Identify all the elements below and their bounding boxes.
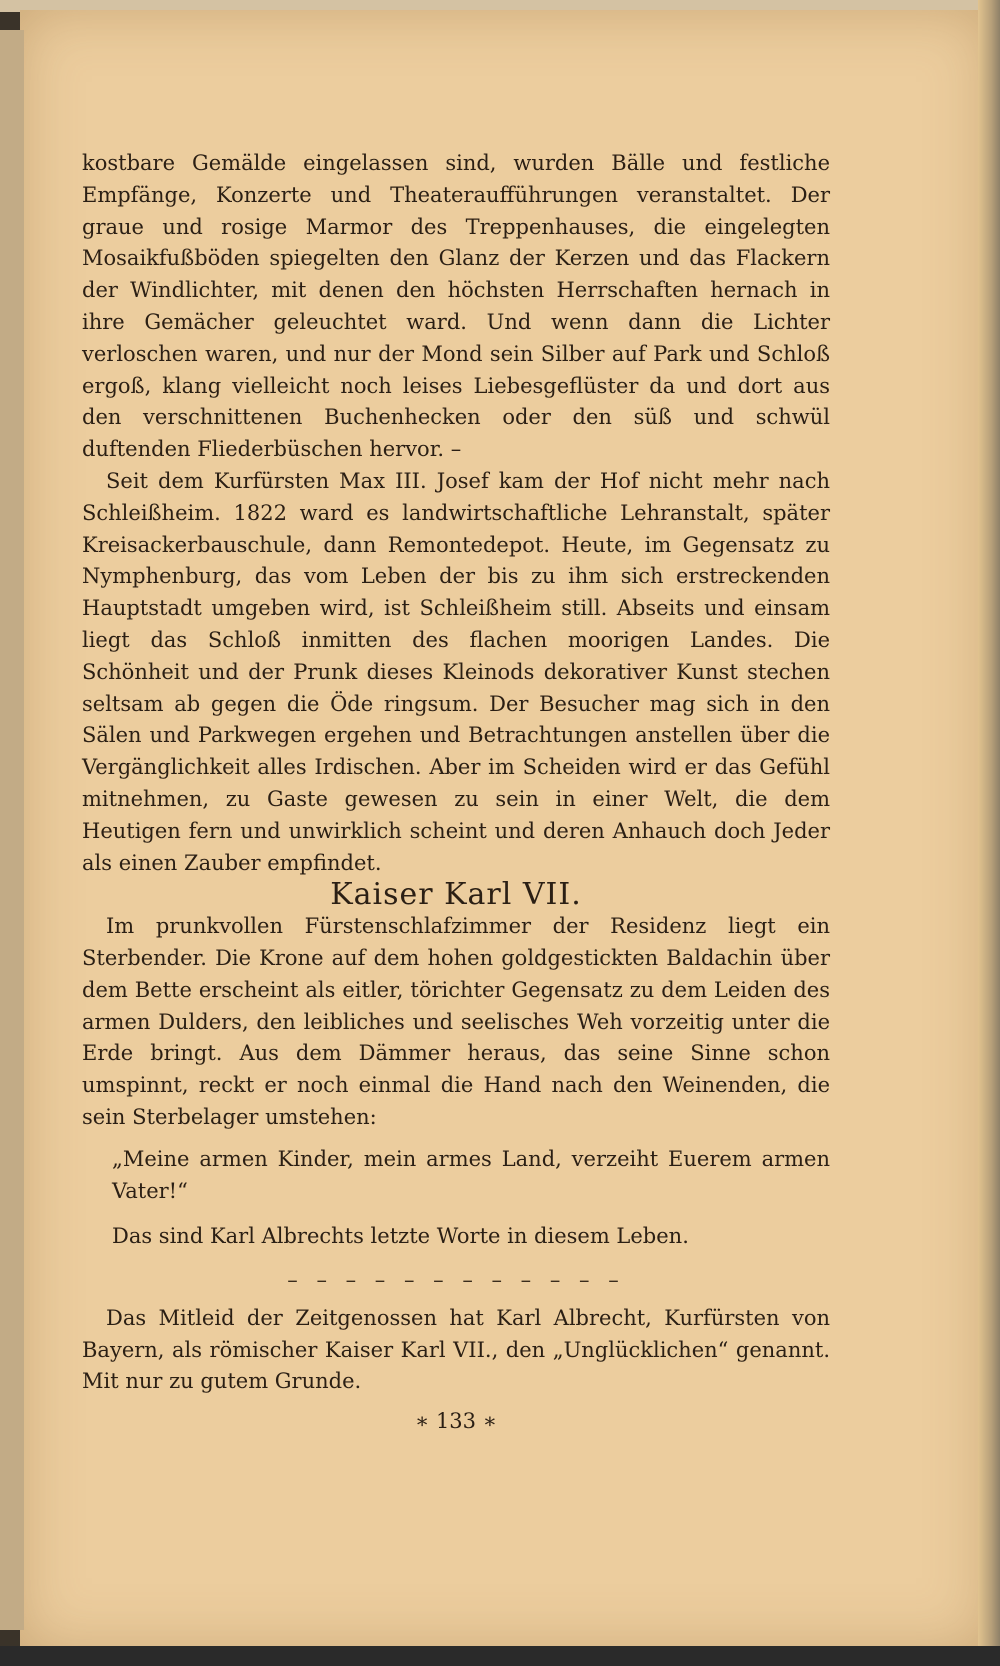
page-edge (978, 0, 1000, 1666)
quote: „Meine armen Kinder, mein armes Land, verzeiht Euerem armen Vater!“ (112, 1146, 830, 1203)
separator: – – – – – – – – – – – – (287, 1268, 625, 1293)
paragraph-2: Seit dem Kurfürsten Max III. Josef kam der Hof nicht mehr nach Schleißheim. 1822 ward es landwirtschaftliche Lehranstalt, später Kreisackerbauschule, dann Remontedepot. Heute, im Gegensatz zu Nymphenburg, das vom Leben der bis zu ihm sich erstreckenden Hauptstadt umgeben wird, ist Schleißheim still. Abseits und einsam liegt das Schloß inmitten des flachen moorigen Landes. Die Schönheit und der Prunk dieses Kleinods dekorativer Kunst stechen seltsam ab gegen die Öde ringsum. Der Besucher mag sich in den Sälen und Parkwegen ergehen und Betrachtungen anstellen über die Vergänglichkeit alles Irdischen. Aber im Scheiden wird er das Gefühl mitnehmen, zu Gaste gewesen zu sein in einer Welt, die dem Heutigen fern und unwirklich scheint und deren Anhauch doch Jeder als einen Zauber empfindet. (82, 468, 830, 875)
paragraph-4: Das sind Karl Albrechts letzte Worte in diesem Leben. (112, 1224, 689, 1249)
page-number: ∗ 133 ∗ (415, 1409, 497, 1434)
previous-page-edge (0, 30, 24, 1630)
chapter-title: Kaiser Karl VII. (330, 877, 582, 913)
page-text (82, 148, 830, 1438)
paragraph-3: Im prunkvollen Fürstenschlafzimmer der Residenz liegt ein Sterbender. Die Krone auf dem hohen goldgestickten Baldachin über dem Bette erscheint als eitler, törichter Gegensatz zu dem Leiden des armen Dulders, den leibliches und seelisches Weh vorzeitig unter die Erde bringt. Aus dem Dämmer heraus, das seine Sinne schon umspinnt, reckt er noch einmal die Hand nach den Weinenden, die sein Sterbelager umstehen: (82, 914, 830, 1129)
paragraph-5: Das Mitleid der Zeitgenossen hat Karl Albrecht, Kurfürsten von Bayern, als römischer Kaiser Karl VII., den „Unglücklichen“ genannt. Mit nur zu gutem Grunde. (82, 1305, 830, 1394)
paragraph-1: kostbare Gemälde eingelassen sind, wurden Bälle und festliche Empfänge, Konzerte und Theateraufführungen veranstaltet. Der graue und rosige Marmor des Treppenhauses, die eingelegten Mosaikfußböden spiegelten den Glanz der Kerzen und das Flackern der Windlichter, mit denen den höchsten Herrschaften hernach in ihre Gemächer geleuchtet ward. Und wenn dann die Lichter verloschen waren, und nur der Mond sein Silber auf Park und Schloß ergoß, klang vielleicht noch leises Liebesgeflüster da und dort aus den verschnittenen Buchenhecken oder den süß und schwül duftenden Fliederbüschen hervor. – (82, 151, 830, 462)
bottom-edge (0, 1646, 1000, 1666)
